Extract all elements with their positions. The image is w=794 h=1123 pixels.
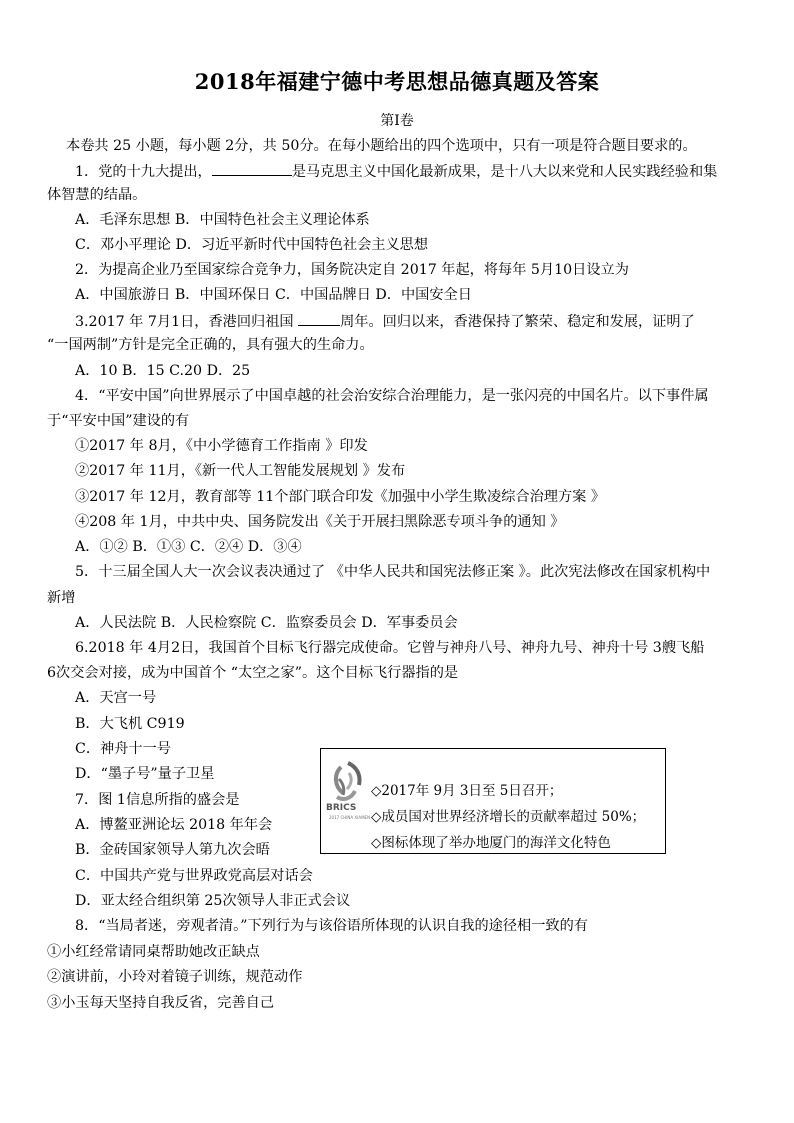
text-line-q1a [75,160,717,182]
text-line-q4c1: ①2017 年 8月，《中小学德育工作指南 》印发 [75,438,368,454]
text-line-q1opt1: A．毛泽东思想 B．中国特色社会主义理论体系 [75,212,370,228]
text-line-q6b: 6次交会对接，成为中国首个 “太空之家”。这个目标飞行器指的是 [47,665,459,681]
text-line-q7a: 7．图 1信息所指的盛会是 [75,792,240,808]
text-line-q3a [75,310,695,332]
page-title: 2018年福建宁德中考思想品德真题及答案 [194,69,600,94]
text-line-q4c4: ④208 年 1月，中共中央、国务院发出《关于开展扫黑除恶专项斗争的通知 》 [75,514,565,530]
text-line-q7D: D．亚太经合组织第 25次领导人非正式会议 [75,893,351,909]
text-line-q4c2: ②2017 年 11月，《新一代人工智能发展规划 》发布 [75,463,406,479]
text-line-q7C: C．中国共产党与世界政党高层对话会 [75,868,313,884]
figure-bullet-2: ◇成员国对世界经济增长的贡献率超过 50%； [371,809,646,825]
figure-bullet-1: ◇2017年 9月 3日至 5日召开； [371,783,563,799]
text-line-q5b: 新增 [47,590,76,606]
text-line-q6D: D．“墨子号”量子卫星 [75,766,215,782]
text-line-q8a: 8．“当局者迷，旁观者清。”下列行为与该俗语所体现的认识自我的途径相一致的有 [75,918,588,934]
text-line-q4opt: A．①② B．①③ C．②④ D．③④ [75,539,302,555]
text-line-q2a: 2．为提高企业乃至国家综合竞争力，国务院决定自 2017 年起，将每年 5月10日设立为 [75,262,629,278]
brics-logo-subtext: 2017 CHINA XIAMEN [329,815,371,820]
text-line-q3opt: A．10 B．15 C.20 D．25 [75,363,251,379]
text-line-q4c3: ③2017 年 12月，教育部等 11个部门联合印发《加强中小学生欺凌综合治理方案 》 [75,489,606,505]
answer-blank [298,310,340,326]
text-line-q1b: 体智慧的结晶。 [47,187,147,203]
text-line-q6C: C．神舟十一号 [75,741,171,757]
line-text-after-blank: 是马克思主义中国化最新成果，是十八大以来党和人民实践经验和集 [291,164,718,180]
line-text-after-blank: 周年。回归以来，香港保持了繁荣、稳定和发展，证明了 [340,314,695,330]
text-line-q8c2: ②演讲前，小玲对着镜子训练，规范动作 [47,969,303,985]
text-line-q7B: B．金砖国家领导人第九次会晤 [75,842,270,858]
figure-1-box [320,748,666,854]
text-line-q1opt2: C．邓小平理论 D．习近平新时代中国特色社会主义思想 [75,237,429,253]
text-line-q5a: 5．十三届全国人大一次会议表决通过了 《中华人民共和国宪法修正案 》。此次宪法修改在国家机构中 [75,564,711,580]
answer-blank [212,160,292,176]
brics-logo-text: BRICS [326,803,357,813]
text-line-q8c1: ①小红经常请同桌帮助她改正缺点 [47,944,260,960]
section-heading: 第Ⅰ卷 [380,113,414,129]
text-line-q8c3: ③小玉每天坚持自我反省，完善自己 [47,995,275,1011]
text-line-q4b: 于“平安中国”建设的有 [47,413,190,429]
line-text-before-blank: 3.2017 年 7月1日，香港回归祖国 [75,314,299,330]
figure-bullet-3: ◇图标体现了举办地厦门的海洋文化特色 [371,835,611,851]
text-line-q5opt: A．人民法院 B．人民检察院 C．监察委员会 D．军事委员会 [75,615,458,631]
text-line-q6a: 6.2018 年 4月2日，我国首个目标飞行器完成使命。它曾与神舟八号、神舟九号、神舟十号 3艘飞船 [75,640,705,656]
text-line-q7A: A．博鳌亚洲论坛 2018 年年会 [75,817,273,833]
text-line-q3b: “一国两制”方针是完全正确的，具有强大的生命力。 [47,337,374,353]
text-line-q2opt: A．中国旅游日 B．中国环保日 C．中国品牌日 D．中国安全日 [75,287,472,303]
text-line-q4a: 4．“平安中国”向世界展示了中国卓越的社会治安综合治理能力，是一张闪亮的中国名片。以下事件属 [75,388,709,404]
text-line-q6B: B．大飞机 C919 [75,716,185,732]
instructions: 本卷共 25 小题，每小题 2分，共 50分。在每小题给出的四个选项中，只有一项是符合题目要求的。 [66,138,697,154]
text-line-q6A: A．天宫一号 [75,690,157,706]
line-text-before-blank: 1．党的十九大提出， [75,164,212,180]
